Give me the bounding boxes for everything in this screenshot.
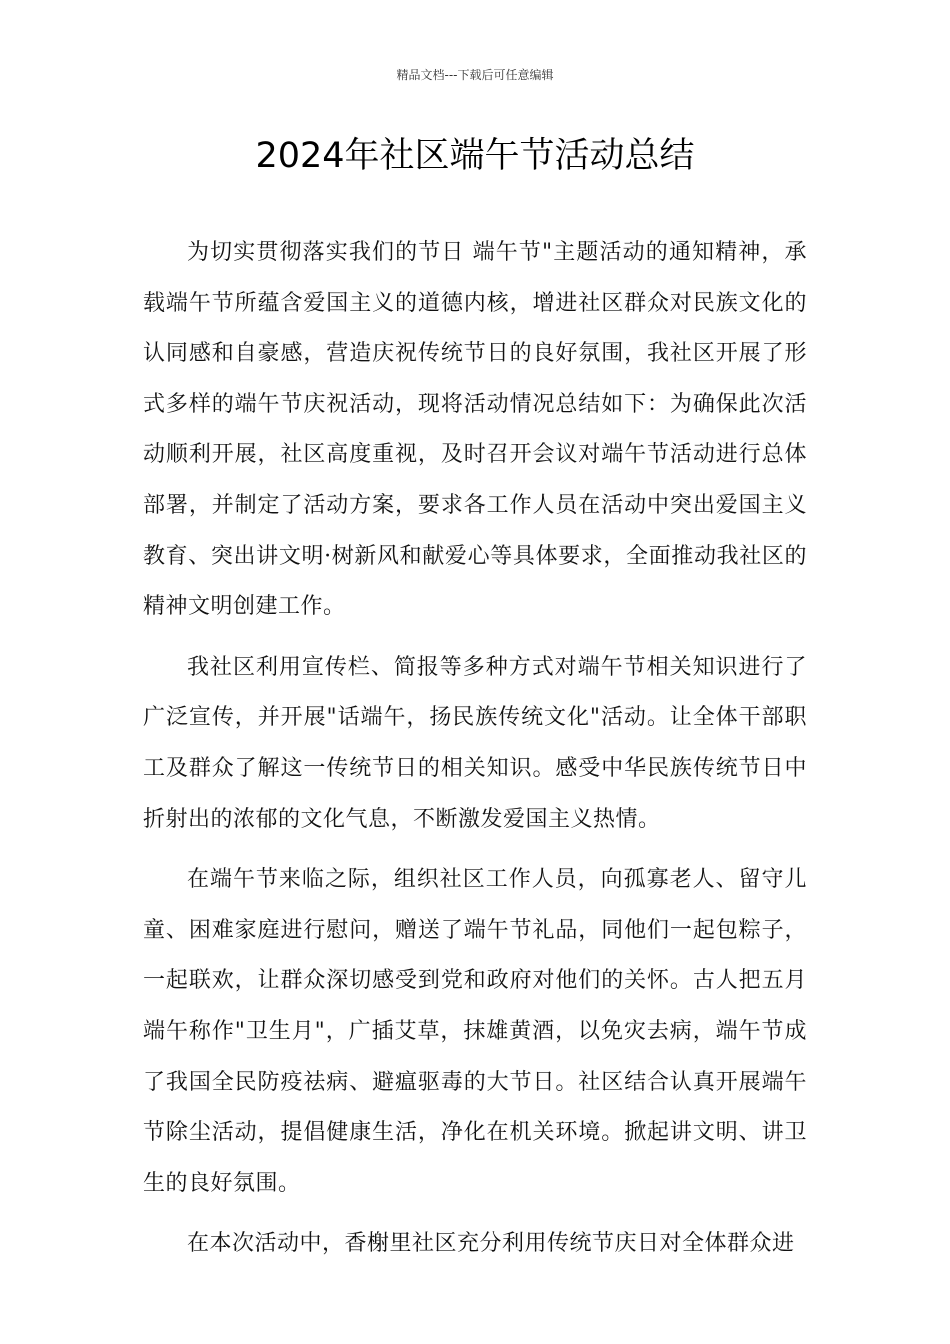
paragraph-4: 在本次活动中，香榭里社区充分利用传统节庆日对全体群众进 — [187, 1231, 795, 1257]
document-body — [143, 228, 807, 1270]
header-note: 精品文档---下载后可任意编辑 — [396, 68, 554, 82]
paragraph-1: 为切实贯彻落实我们的节日 端午节"主题活动的通知精神，承载端午节所蕴含爱国主义的道德内核，增进社区群众对民族文化的认同感和自豪感，营造庆祝传统节日的良好氛围，我社区开展了形式多样的端午节庆祝活动，现将活动情况总结如下：为确保此次活动顺利开展，社区高度重视，及时召开会议对端午节活动进行总体部署，并制定了活动方案，要求各工作人员在活动中突出爱国主义教育、突出讲文明·树新风和献爱心等具体要求，全面推动我社区的精神文明创建工作。 — [143, 240, 807, 620]
document-title: 2024年社区端午节活动总结 — [255, 136, 695, 176]
paragraph-2: 我社区利用宣传栏、简报等多种方式对端午节相关知识进行了广泛宣传，并开展"话端午，扬民族传统文化"活动。让全体干部职工及群众了解这一传统节日的相关知识。感受中华民族传统节日中折射出的浓郁的文化气息，不断激发爱国主义热情。 — [143, 654, 807, 832]
paragraph-3: 在端午节来临之际，组织社区工作人员，向孤寡老人、留守儿童、困难家庭进行慰问，赠送了端午节礼品，同他们一起包粽子，一起联欢，让群众深切感受到党和政府对他们的关怀。古人把五月端午称作"卫生月"，广插艾草，抹雄黄酒，以免灾去病，端午节成了我国全民防疫祛病、避瘟驱毒的大节日。社区结合认真开展端午节除尘活动，提倡健康生活，净化在机关环境。掀起讲文明、讲卫生的良好氛围。 — [143, 867, 807, 1196]
